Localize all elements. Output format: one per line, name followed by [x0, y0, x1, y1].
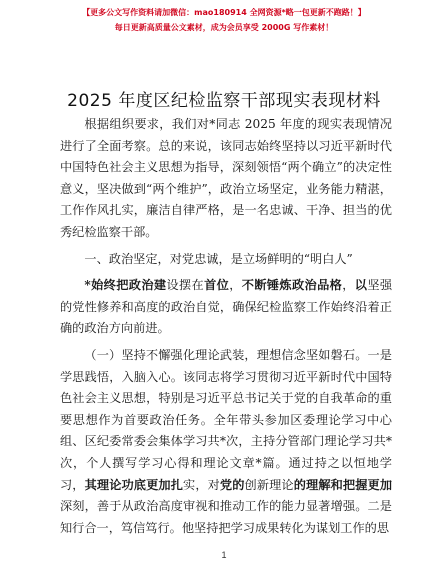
text-run: 设摆在 — [166, 278, 205, 293]
text-run: （一）坚持不懈强化理论武装，理想信念坚如磐石。一是学思践悟，入脑入心。该同志将学习贯彻习近平新时代中国特色社会主义思想，特别是习近平总书记关于党的自我革命的重要思想作为首要政治任务。全年带头参加区委理论学习中心组、区纪委常委会集体学习共*次，主持分管部门理论学习共*次，个人撰写学习心得和理论文章*篇。通过持之以恒地学习， — [60, 347, 392, 492]
bold-phrase: 首位 — [204, 278, 230, 293]
page-number: 1 — [221, 550, 227, 560]
bold-phrase: *始终把政治建 — [84, 278, 167, 293]
text-run: 深刻，善于从政治高度审视和推动工作的能力显著增强。二是知行合一，笃信笃行。他坚持把学习成果转化为谋划工作的思 — [60, 499, 392, 535]
bold-phrase: 的理解和把握更加 — [293, 477, 393, 492]
paragraph-intro: 根据组织要求，我们对*同志 2025 年度的现实表现情况进行了全面考察。总的来说，该同志始终坚持以习近平新时代中国特色社会主义思想为指导，深刻领悟“两个确立”的决定性意义，坚决做到“两个维护”，政治立场坚定，业务能力精湛，工作作风扎实，廉洁自律严格，是一名忠诚、干净、担当的优秀纪检监察干部。 — [60, 117, 392, 239]
document-body — [60, 114, 392, 539]
text-run: 坚强的党性修养和高度的政治自觉，确保纪检监察工作始终沿着正确的政治方向前进。 — [60, 278, 393, 336]
bold-phrase: 党的 — [219, 477, 245, 492]
document-title: 2025 年度区纪检监察干部现实表现材料 — [67, 91, 381, 111]
text-run: 创新理论 — [244, 477, 294, 492]
promo-banner-line-1: 【更多公文写作资料请加微信：mao180914 全网资源*略一包更新不跑路！】 — [82, 8, 366, 17]
bold-phrase: 不断锤炼政治品格 — [241, 278, 343, 293]
paragraph-political-construction — [60, 275, 392, 340]
paragraph-theory-study — [60, 345, 392, 539]
text-run: ， — [342, 278, 355, 293]
promo-banner-line-2: 每日更新高质量公文素材，成为会员享受 2000G 写作素材！ — [114, 23, 334, 32]
bold-phrase: 以 — [354, 278, 368, 293]
text-run: ， — [229, 278, 242, 293]
text-run: 实，对 — [183, 477, 220, 492]
bold-phrase: 其理论功底更加扎 — [84, 477, 184, 492]
promo-banner — [0, 6, 448, 35]
section-heading-1: 一、政治坚定，对党忠诚，是立场鲜明的“明白人” — [84, 251, 353, 266]
